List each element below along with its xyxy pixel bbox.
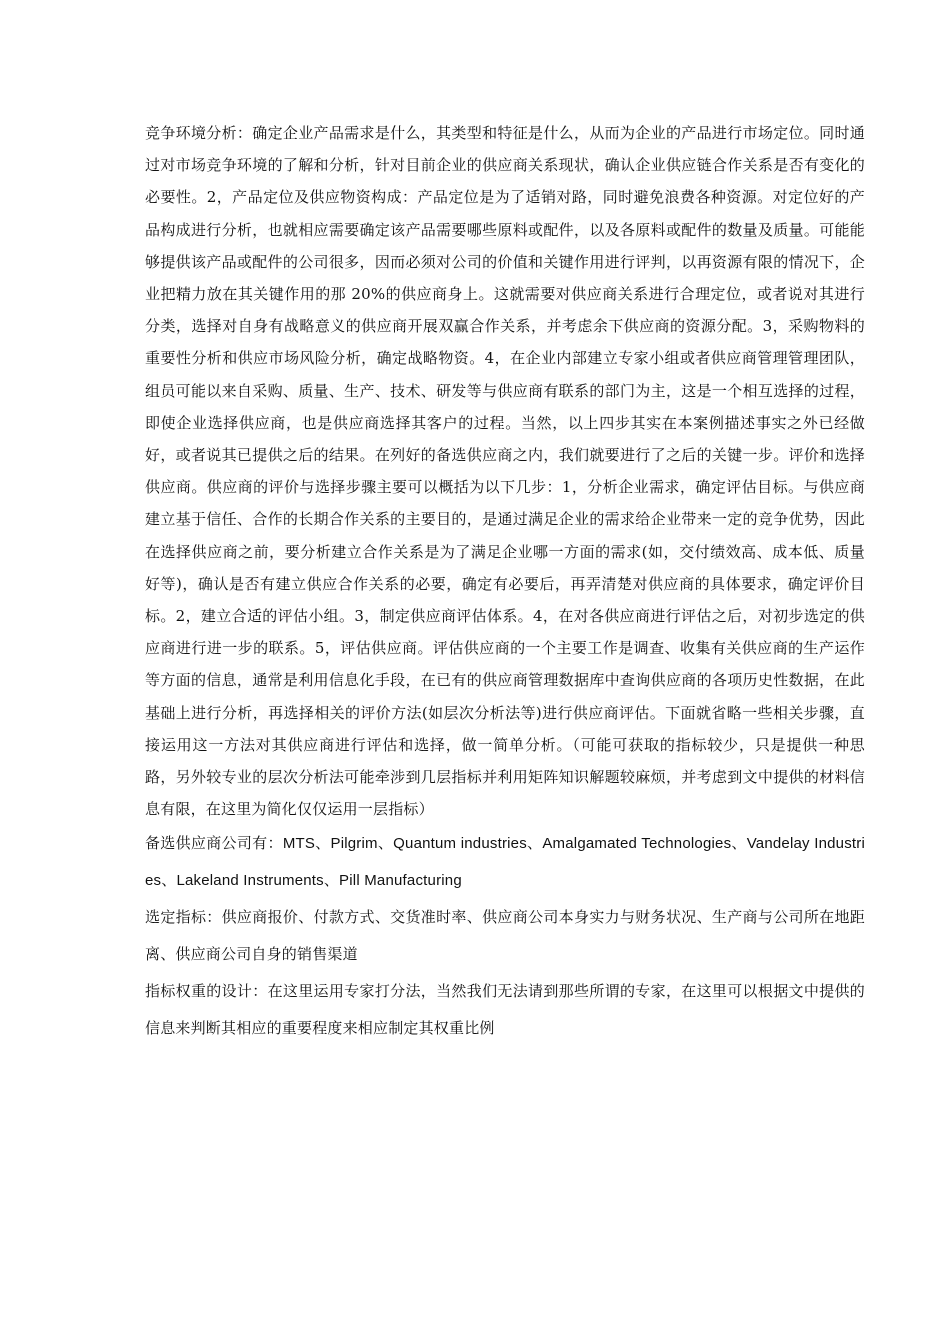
document-page xyxy=(145,117,865,1047)
paragraph-indicator-weights: 指标权重的设计：在这里运用专家打分法，当然我们无法请到那些所谓的专家，在这里可以根据文中提供的信息来判断其相应的重要程度来相应制定其权重比例 xyxy=(145,982,865,1038)
paragraph-analysis: 竞争环境分析：确定企业产品需求是什么，其类型和特征是什么，从而为企业的产品进行市场定位。同时通过对市场竞争环境的了解和分析，针对目前企业的供应商关系现状，确认企业供应链合作关系是否有变化的必要性。2，产品定位及供应物资构成：产品定位是为了适销对路，同时避免浪费各种资源。对定位好的产品构成进行分析，也就相应需要确定该产品需要哪些原料或配件，以及各原料或配件的数量及质量。可能能够提供该产品或配件的公司很多，因而必须对公司的价值和关键作用进行评判，以再资源有限的情况下，企业把精力放在其关键作用的那 20%的供应商身上。这就需要对供应商关系进行合理定位，或者说对其进行分类，选择对自身有战略意义的供应商开展双赢合作关系，并考虑余下供应商的资源分配。3，采购物料的重要性分析和供应市场风险分析，确定战略物资。4，在企业内部建立专家小组或者供应商管理管理团队，组员可能以来自采购、质量、生产、技术、研发等与供应商有联系的部门为主，这是一个相互选择的过程，即使企业选择供应商，也是供应商选择其客户的过程。当然，以上四步其实在本案例描述事实之外已经做好，或者说其已提供之后的结果。在列好的备选供应商之内，我们就要进行了之后的关键一步。评价和选择供应商。供应商的评价与选择步骤主要可以概括为以下几步：1，分析企业需求，确定评估目标。与供应商建立基于信任、合作的长期合作关系的主要目的，是通过满足企业的需求给企业带来一定的竞争优势，因此在选择供应商之前，要分析建立合作关系是为了满足企业哪一方面的需求(如，交付绩效高、成本低、质量好等)，确认是否有建立供应合作关系的必要，确定有必要后，再弄清楚对供应商的具体要求，确定评价目标。2，建立合适的评估小组。3，制定供应商评估体系。4，在对各供应商进行评估之后，对初步选定的供应商进行进一步的联系。5，评估供应商。评估供应商的一个主要工作是调查、收集有关供应商的生产运作等方面的信息，通常是利用信息化手段，在已有的供应商管理数据库中查询供应商的各项历史性数据，在此基础上进行分析，再选择相关的评价方法(如层次分析法等)进行供应商评估。下面就省略一些相关步骤，直接运用这一方法对其供应商进行评估和选择，做一简单分析。（可能可获取的指标较少，只是提供一种思路，另外较专业的层次分析法可能牵涉到几层指标并利用矩阵知识解题较麻烦，并考虑到文中提供的材料信息有限，在这里为简化仅仅运用一层指标） xyxy=(145,124,865,819)
paragraph-selected-indicators: 选定指标：供应商报价、付款方式、交货准时率、供应商公司本身实力与财务状况、生产商与公司所在地距离、供应商公司自身的销售渠道 xyxy=(145,908,865,964)
candidate-suppliers-list: MTS、Pilgrim、Quantum industries、Amalgamated Technologies、Vandelay Industries、Lakeland Instruments、Pill Manufacturing xyxy=(145,835,865,890)
candidate-suppliers-label: 备选供应商公司有： xyxy=(145,834,283,853)
paragraph-candidate-suppliers xyxy=(145,825,865,899)
